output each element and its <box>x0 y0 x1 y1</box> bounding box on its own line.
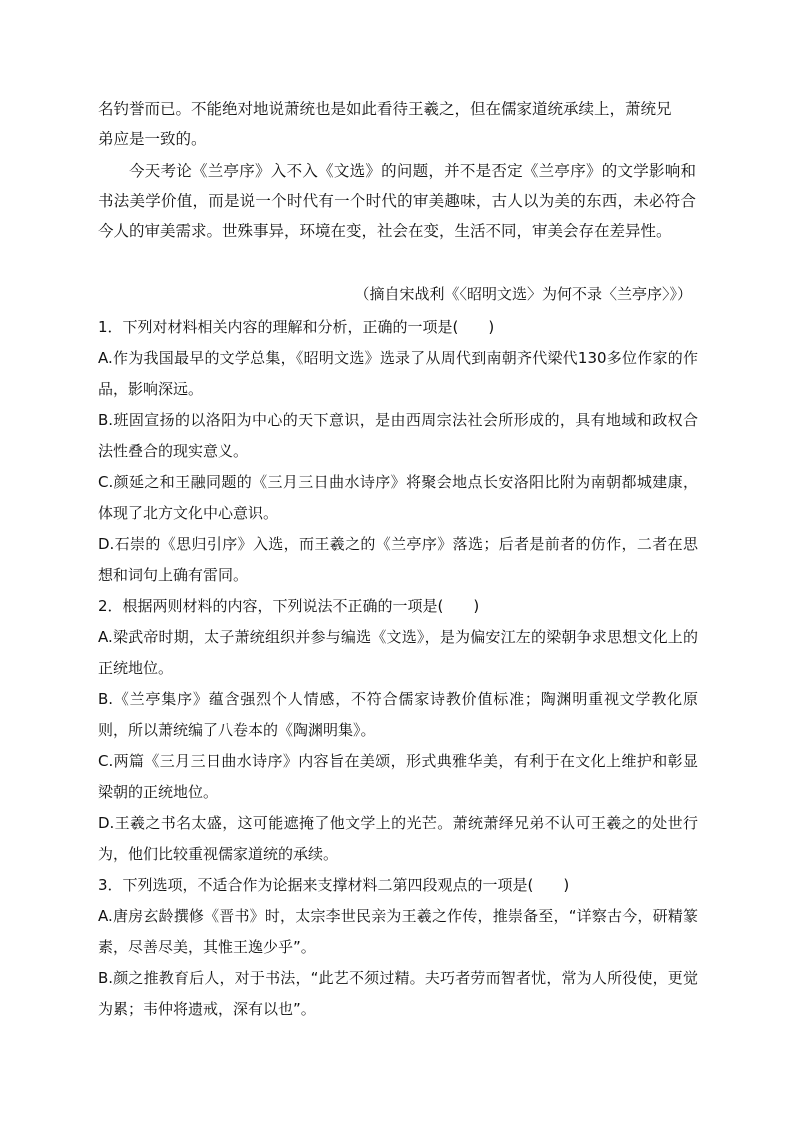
option-b: B.颜之推教育后人，对于书法，“此艺不须过精。夫巧者劳而智者忧，常为人所役使，更觉为累；韦仲将遗戒，深有以也”。 <box>98 969 698 1018</box>
source-citation: （摘自宋战利《〈昭明文选〉为何不录〈兰亭序〉》） <box>354 285 692 303</box>
option-b: B.《兰亭集序》蕴含强烈个人情感，不符合儒家诗教价值标准；陶渊明重视文学教化原则，所以萧统编了八卷本的《陶渊明集》。 <box>98 690 698 739</box>
option-c: C.两篇《三月三日曲水诗序》内容旨在美颂，形式典雅华美，有利于在文化上维护和彰显梁朝的正统地位。 <box>98 752 698 801</box>
option-b: B.班固宣扬的以洛阳为中心的天下意识，是由西周宗法社会所形成的，具有地域和政权合法性叠合的现实意义。 <box>98 411 698 460</box>
option-d: D.王羲之书名太盛，这可能遮掩了他文学上的光芒。萧统萧绎兄弟不认可王羲之的处世行为，他们比较重视儒家道统的承续。 <box>98 814 698 863</box>
option-a: A.唐房玄龄撰修《晋书》时，太宗李世民亲为王羲之作传，推崇备至，“详察古今，研精篆素，尽善尽美，其惟王逸少乎”。 <box>98 907 698 956</box>
passage-paragraph-1 <box>98 94 696 154</box>
passage-text: 今天考论《兰亭序》入不入《文选》的问题，并不是否定《兰亭序》的文学影响和书法美学价值，而是说一个时代有一个时代的审美趣味，古人以为美的东西，未必符合今人的审美需求。世殊事异，环境在变，社会在变，生活不同，审美会存在差异性。 <box>98 162 696 240</box>
question-1 <box>98 312 698 591</box>
question-stem: 3．下列选项，不适合作为论据来支撑材料二第四段观点的一项是( ) <box>98 876 570 894</box>
question-3 <box>98 870 698 1025</box>
passage-paragraph-2 <box>98 156 696 246</box>
question-2 <box>98 591 698 870</box>
passage-line: 弟应是一致的。 <box>98 130 207 148</box>
option-a: A.梁武帝时期，太子萧统组织并参与编选《文选》，是为偏安江左的梁朝争求思想文化上的正统地位。 <box>98 628 698 677</box>
passage-line: 名钓誉而已。不能绝对地说萧统也是如此看待王羲之，但在儒家道统承续上，萧统兄 <box>98 100 672 118</box>
option-c: C.颜延之和王融同题的《三月三日曲水诗序》将聚会地点长安洛阳比附为南朝都城建康，体现了北方文化中心意识。 <box>98 473 698 522</box>
option-a: A.作为我国最早的文学总集，《昭明文选》选录了从周代到南朝齐代梁代130多位作家的作品，影响深远。 <box>98 349 698 398</box>
option-d: D.石崇的《思归引序》入选，而王羲之的《兰亭序》落选；后者是前者的仿作，二者在思想和词句上确有雷同。 <box>98 535 698 584</box>
question-stem: 1．下列对材料相关内容的理解和分析，正确的一项是( ) <box>98 318 495 336</box>
question-stem: 2．根据两则材料的内容，下列说法不正确的一项是( ) <box>98 597 480 615</box>
question-list <box>98 312 698 1025</box>
